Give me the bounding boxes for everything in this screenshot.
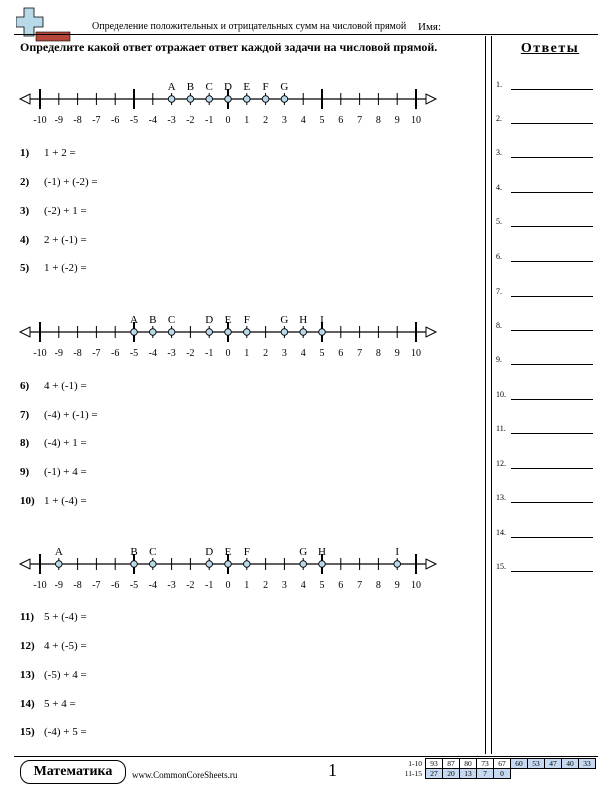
tick-label: -4 bbox=[148, 580, 157, 591]
problem-expression: (-5) + 4 = bbox=[44, 669, 87, 681]
point-marker bbox=[168, 329, 175, 336]
point-marker bbox=[225, 329, 232, 336]
point-marker bbox=[187, 96, 194, 103]
point-label: F bbox=[262, 81, 269, 93]
problem-expression: (-4) + (-1) = bbox=[44, 409, 98, 421]
point-marker bbox=[300, 329, 307, 336]
answer-number: 5. bbox=[496, 217, 502, 226]
problem bbox=[20, 640, 87, 652]
answer-number: 3. bbox=[496, 148, 502, 157]
problem bbox=[20, 466, 87, 478]
tick-label: 10 bbox=[411, 348, 421, 359]
tick-label: -10 bbox=[33, 348, 47, 359]
tick-label: 8 bbox=[375, 348, 381, 359]
point-marker bbox=[225, 96, 232, 103]
header-divider bbox=[14, 34, 598, 35]
tick-label: 7 bbox=[357, 115, 363, 126]
answer-number: 6. bbox=[496, 252, 502, 261]
point-label: B bbox=[186, 81, 195, 93]
tick-label: -2 bbox=[186, 115, 195, 126]
tick-label: 9 bbox=[394, 580, 400, 591]
score-value: 33 bbox=[579, 759, 596, 769]
point-marker bbox=[300, 561, 307, 568]
point-label: F bbox=[243, 546, 250, 558]
tick-label: -7 bbox=[92, 348, 101, 359]
tick-label: 4 bbox=[300, 115, 306, 126]
answer-number: 10. bbox=[496, 390, 506, 399]
score-value: 0 bbox=[494, 769, 511, 779]
answer-number: 14. bbox=[496, 528, 506, 537]
tick-label: 6 bbox=[338, 580, 344, 591]
tick-label: 8 bbox=[375, 580, 381, 591]
answer-blank[interactable] bbox=[511, 537, 593, 538]
tick-label: 3 bbox=[281, 348, 287, 359]
point-label: C bbox=[167, 314, 176, 326]
point-label: E bbox=[243, 81, 251, 93]
point-marker bbox=[244, 96, 251, 103]
number-line-1 bbox=[16, 73, 442, 133]
answer-blank[interactable] bbox=[511, 192, 593, 193]
problem-expression: 5 + 4 = bbox=[44, 698, 76, 710]
score-value: 40 bbox=[562, 759, 579, 769]
score-table bbox=[398, 758, 596, 779]
tick-label: -8 bbox=[73, 348, 82, 359]
number-line-3 bbox=[16, 538, 442, 598]
point-marker bbox=[131, 329, 138, 336]
point-label: G bbox=[299, 546, 308, 558]
score-value: 47 bbox=[545, 759, 562, 769]
tick-label: 4 bbox=[300, 580, 306, 591]
problem bbox=[20, 234, 87, 246]
problem-number: 5) bbox=[20, 262, 30, 274]
arrow-right-icon bbox=[426, 327, 436, 337]
point-marker bbox=[281, 329, 288, 336]
point-marker bbox=[244, 561, 251, 568]
answer-blank[interactable] bbox=[511, 123, 593, 124]
tick-label: -10 bbox=[33, 580, 47, 591]
point-marker bbox=[319, 329, 326, 336]
tick-label: -1 bbox=[205, 115, 214, 126]
answer-blank[interactable] bbox=[511, 330, 593, 331]
point-label: D bbox=[205, 314, 214, 326]
arrow-right-icon bbox=[426, 94, 436, 104]
tick-label: -4 bbox=[148, 348, 157, 359]
answer-number: 15. bbox=[496, 562, 506, 571]
problem-number: 9) bbox=[20, 466, 30, 478]
problem bbox=[20, 698, 76, 710]
problem bbox=[20, 205, 87, 217]
problem-number: 15) bbox=[20, 726, 35, 738]
score-value: 13 bbox=[460, 769, 477, 779]
tick-label: -3 bbox=[167, 348, 176, 359]
tick-label: -9 bbox=[54, 115, 63, 126]
page-number: 1 bbox=[328, 760, 337, 780]
point-label: H bbox=[299, 314, 308, 326]
problem-expression: 4 + (-1) = bbox=[44, 380, 87, 392]
tick-label: -6 bbox=[111, 115, 120, 126]
problem-expression: (-1) + 4 = bbox=[44, 466, 87, 478]
problem-expression: 4 + (-5) = bbox=[44, 640, 87, 652]
problem-expression: 1 + 2 = bbox=[44, 147, 76, 159]
point-label: B bbox=[130, 546, 138, 558]
subject-badge: Математика bbox=[20, 760, 126, 784]
problem-expression: 2 + (-1) = bbox=[44, 234, 87, 246]
answer-number: 7. bbox=[496, 287, 502, 296]
point-marker bbox=[206, 561, 213, 568]
problem-number: 6) bbox=[20, 380, 30, 392]
answer-number: 13. bbox=[496, 493, 506, 502]
score-value: 67 bbox=[494, 759, 511, 769]
tick-label: -1 bbox=[205, 580, 214, 591]
point-label: D bbox=[205, 546, 214, 558]
tick-label: 8 bbox=[375, 115, 381, 126]
plus-logo-icon bbox=[16, 6, 72, 42]
problem-number: 7) bbox=[20, 409, 30, 421]
answer-blank[interactable] bbox=[511, 468, 593, 469]
number-line-2 bbox=[16, 306, 442, 366]
answer-blank[interactable] bbox=[511, 364, 593, 365]
point-label: G bbox=[280, 81, 289, 93]
score-value: 20 bbox=[443, 769, 460, 779]
score-value: 80 bbox=[460, 759, 477, 769]
problem-expression: 1 + (-2) = bbox=[44, 262, 87, 274]
problem-number: 2) bbox=[20, 176, 30, 188]
point-label: G bbox=[280, 314, 289, 326]
point-label: A bbox=[167, 81, 176, 93]
tick-label: 7 bbox=[357, 348, 363, 359]
tick-label: -8 bbox=[73, 115, 82, 126]
tick-label: -1 bbox=[205, 348, 214, 359]
worksheet-title: Определение положительных и отрицательных сумм на числовой прямой bbox=[92, 21, 407, 32]
score-value: 7 bbox=[477, 769, 494, 779]
tick-label: -7 bbox=[92, 115, 101, 126]
answer-blank[interactable] bbox=[511, 399, 593, 400]
problem bbox=[20, 669, 87, 681]
answer-number: 1. bbox=[496, 80, 502, 89]
tick-label: 4 bbox=[300, 348, 306, 359]
point-marker bbox=[225, 561, 232, 568]
answer-number: 8. bbox=[496, 321, 502, 330]
tick-label: 2 bbox=[263, 580, 269, 591]
score-range-label: 11-15 bbox=[404, 769, 422, 778]
point-label: D bbox=[224, 81, 232, 93]
tick-label: 5 bbox=[319, 348, 325, 359]
arrow-left-icon bbox=[20, 94, 30, 104]
answer-number: 4. bbox=[496, 183, 502, 192]
point-label: H bbox=[318, 546, 326, 558]
score-value: 73 bbox=[477, 759, 494, 769]
arrow-left-icon bbox=[20, 559, 30, 569]
point-marker bbox=[150, 329, 157, 336]
problem-expression: (-4) + 5 = bbox=[44, 726, 87, 738]
site-url: www.CommonCoreSheets.ru bbox=[132, 770, 238, 780]
tick-label: -8 bbox=[73, 580, 82, 591]
tick-label: 6 bbox=[338, 115, 344, 126]
tick-label: 6 bbox=[338, 348, 344, 359]
score-range-label: 1-10 bbox=[408, 759, 422, 768]
answer-number: 11. bbox=[496, 424, 506, 433]
tick-label: -3 bbox=[167, 580, 176, 591]
point-marker bbox=[131, 561, 138, 568]
tick-label: -5 bbox=[129, 115, 139, 126]
point-marker bbox=[394, 561, 401, 568]
problem bbox=[20, 409, 98, 421]
point-label: A bbox=[54, 546, 63, 558]
point-marker bbox=[150, 561, 157, 568]
tick-label: 2 bbox=[263, 348, 269, 359]
answer-column-divider-2 bbox=[491, 36, 492, 754]
score-value: 93 bbox=[426, 759, 443, 769]
answer-blank[interactable] bbox=[511, 261, 593, 262]
point-marker bbox=[319, 561, 326, 568]
tick-label: -2 bbox=[186, 580, 195, 591]
answer-blank[interactable] bbox=[511, 157, 593, 158]
problem bbox=[20, 262, 87, 274]
answer-blank[interactable] bbox=[511, 433, 593, 434]
problem-expression: 5 + (-4) = bbox=[44, 611, 87, 623]
tick-label: 5 bbox=[319, 580, 325, 591]
tick-label: 0 bbox=[225, 580, 231, 591]
tick-label: 3 bbox=[281, 115, 287, 126]
answer-column-divider bbox=[485, 36, 486, 754]
tick-label: -5 bbox=[129, 348, 139, 359]
tick-label: 3 bbox=[281, 580, 287, 591]
problem-number: 11) bbox=[20, 611, 35, 623]
point-label: A bbox=[130, 314, 138, 326]
tick-label: 0 bbox=[225, 115, 231, 126]
answer-blank[interactable] bbox=[511, 296, 593, 297]
point-label: E bbox=[224, 546, 232, 558]
tick-label: 1 bbox=[244, 115, 250, 126]
point-marker bbox=[206, 96, 213, 103]
arrow-left-icon bbox=[20, 327, 30, 337]
tick-label: -4 bbox=[148, 115, 157, 126]
problem-expression: (-4) + 1 = bbox=[44, 437, 87, 449]
problem bbox=[20, 611, 87, 623]
problem-number: 13) bbox=[20, 669, 35, 681]
point-label: E bbox=[224, 314, 232, 326]
answer-number: 9. bbox=[496, 355, 502, 364]
problem-number: 10) bbox=[20, 495, 35, 507]
tick-label: -5 bbox=[129, 580, 139, 591]
tick-label: -3 bbox=[167, 115, 176, 126]
score-value: 27 bbox=[426, 769, 443, 779]
problem-number: 12) bbox=[20, 640, 35, 652]
problem-number: 1) bbox=[20, 147, 30, 159]
problem-expression: 1 + (-4) = bbox=[44, 495, 87, 507]
name-label: Имя: bbox=[418, 21, 442, 33]
tick-label: -6 bbox=[111, 348, 120, 359]
point-label: C bbox=[149, 546, 157, 558]
point-marker bbox=[262, 96, 269, 103]
point-marker bbox=[56, 561, 63, 568]
score-value: 60 bbox=[511, 759, 528, 769]
point-label: F bbox=[243, 314, 250, 326]
tick-label: 2 bbox=[263, 115, 269, 126]
tick-label: -6 bbox=[111, 580, 120, 591]
tick-label: -10 bbox=[33, 115, 47, 126]
point-label: B bbox=[149, 314, 157, 326]
answer-number: 2. bbox=[496, 114, 502, 123]
tick-label: -2 bbox=[186, 348, 195, 359]
problem bbox=[20, 495, 87, 507]
tick-label: 5 bbox=[319, 115, 325, 126]
point-label: I bbox=[395, 546, 400, 558]
problem bbox=[20, 726, 87, 738]
answer-blank[interactable] bbox=[511, 89, 593, 90]
instructions: Определите какой ответ отражает ответ каждой задачи на числовой прямой. bbox=[20, 40, 438, 54]
answers-title: Ответы bbox=[520, 41, 580, 56]
score-value: 53 bbox=[528, 759, 545, 769]
answer-blank[interactable] bbox=[511, 571, 593, 572]
tick-label: 10 bbox=[411, 580, 421, 591]
problem-number: 14) bbox=[20, 698, 35, 710]
point-label: C bbox=[205, 81, 213, 93]
problem bbox=[20, 437, 87, 449]
tick-label: 0 bbox=[225, 348, 231, 359]
point-marker bbox=[206, 329, 213, 336]
score-value: 87 bbox=[443, 759, 460, 769]
problem bbox=[20, 176, 98, 188]
answer-blank[interactable] bbox=[511, 226, 593, 227]
arrow-right-icon bbox=[426, 559, 436, 569]
problem-number: 4) bbox=[20, 234, 30, 246]
point-marker bbox=[244, 329, 251, 336]
problem bbox=[20, 147, 76, 159]
tick-label: -9 bbox=[54, 348, 63, 359]
point-label: I bbox=[320, 314, 324, 326]
problem bbox=[20, 380, 87, 392]
tick-label: 9 bbox=[394, 348, 400, 359]
footer-divider bbox=[14, 756, 598, 757]
tick-label: -9 bbox=[54, 580, 63, 591]
tick-label: -7 bbox=[92, 580, 101, 591]
tick-label: 7 bbox=[357, 580, 363, 591]
tick-label: 1 bbox=[244, 348, 250, 359]
point-marker bbox=[168, 96, 175, 103]
problem-number: 8) bbox=[20, 437, 30, 449]
problem-number: 3) bbox=[20, 205, 30, 217]
tick-label: 1 bbox=[244, 580, 250, 591]
point-marker bbox=[281, 96, 288, 103]
answer-number: 12. bbox=[496, 459, 506, 468]
answer-blank[interactable] bbox=[511, 502, 593, 503]
problem-expression: (-1) + (-2) = bbox=[44, 176, 98, 188]
tick-label: 10 bbox=[411, 115, 421, 126]
tick-label: 9 bbox=[394, 115, 400, 126]
problem-expression: (-2) + 1 = bbox=[44, 205, 87, 217]
